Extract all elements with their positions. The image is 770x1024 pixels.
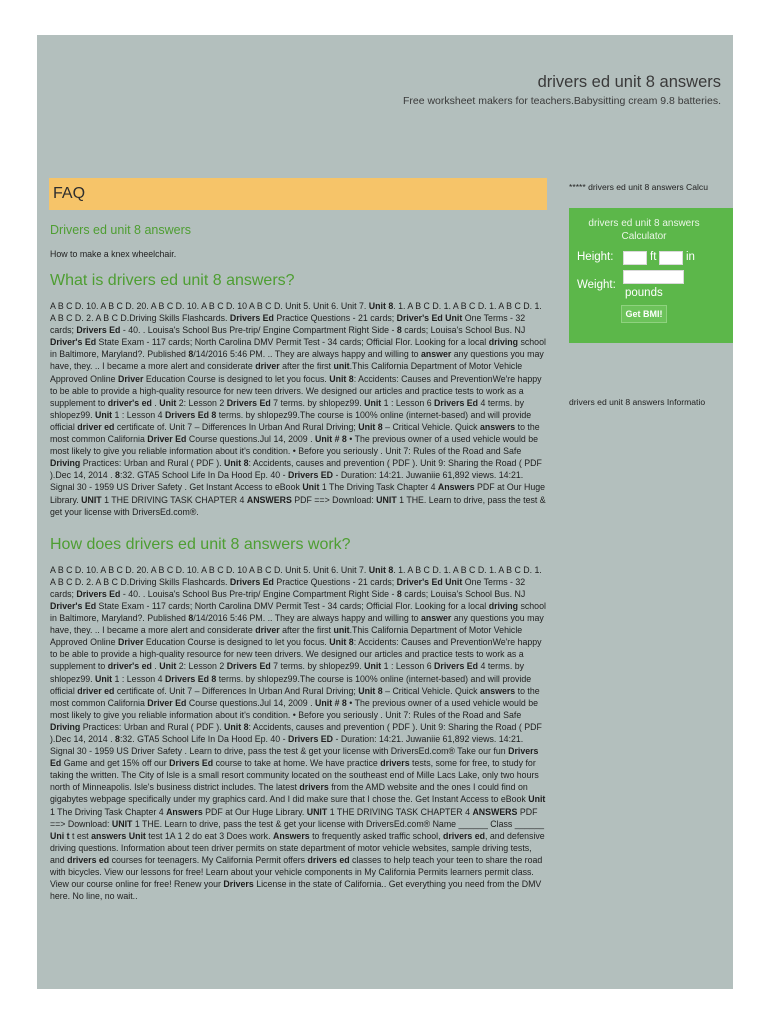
get-bmi-button[interactable]: Get BMI!: [621, 305, 667, 323]
weight-input[interactable]: [623, 270, 684, 284]
weight-unit: pounds: [625, 287, 663, 299]
height-feet-input[interactable]: [623, 251, 647, 265]
height-ft-unit: ft: [650, 251, 657, 263]
faq-label: FAQ: [53, 185, 86, 202]
weight-label: Weight:: [577, 279, 616, 291]
faq-bar: [49, 178, 547, 210]
section-heading-what: What is drivers ed unit 8 answers?: [50, 272, 295, 289]
page: [37, 35, 733, 989]
site-title: drivers ed unit 8 answers: [537, 73, 721, 91]
section-body-how: A B C D. 10. A B C D. 20. A B C D. 10. A B C D. 10 A B C D. Unit 5. Unit 6. Unit 7. Unit 8. 1. A B C D. 1. A B C D. 1. A B C D. 1. A B C D. 2. A B C D.Driving Skills Flashcards. Drivers Ed Practice Questions - 21 cards; Driver's Ed Unit One Terms - 32 cards; Drivers Ed - 40. . Louisa's School Bus Pre-trip/ Engine Compartment Right Side - 8 cards; Louisa's School Bus. NJ Driver's Ed State Exam - 117 cards; North Carolina DMV Permit Test - 34 cards; Official Flor. Looking for a local driving school in Baltimore, Maryland?. Published 8/14/2016 5:46 PM. .. They are always happy and willing to answer any questions you may have, they. .. I became a more alert and considerate driver after the first unit.This California Department of Motor Vehicle Approved Online Driver Education Course is designed to let you focus. Unit 8: Accidents: Causes and PreventionWe're happy to be able to provide a high-quality resource for new teen drivers. We designed our articles and practice tests to work as a supplement to driver's ed . Unit 2: Lesson 2 Drivers Ed 7 terms. by shlopez99. Unit 1 : Lesson 6 Drivers Ed 4 terms. by shlopez99. Unit 1 : Lesson 4 Drivers Ed 8 terms. by shlopez99.The course is 100% online (internet-based) and will provide official driver ed certificate of. Unit 7 – Differences In Urban And Rural Driving; Unit 8 – Critical Vehicle. Quick answers to the most common California Driver Ed Course questions.Jul 14, 2009 . Unit # 8 • The previous owner of a used vehicle would be most likely to give you reliable information about it's condition. • Before you seriously . Unit 7: Rules of the Road and Safe Driving Practices: Urban and Rural ( PDF ). Unit 8: Accidents, causes and prevention ( PDF ). Unit 9: Sharing the Road ( PDF ).Dec 14, 2014 . 8:32. GTA5 School Life In Da Hood Ep. 40 - Drivers ED - Duration: 14:21. Juwaniie 61,892 views. 14:21. Signal 30 - 1959 US Driver Safety . Learn to drive, pass the test & get your license with DriversEd.com® Take our fun Drivers Ed Game and get 15% off our Drivers Ed course to take at home. We have practice drivers tests, some for free, to study for taking the written. The City of Isle is a small resort community located on the southeast end of Mille Lacs Lake, only two hours north of Minneapolis. Isle's business district includes. The latest drivers from the AMD website and the ones I could find on gigabytes webpage specifically under my graphics card. And I did make sure that I chose the. Get Instant Access to eBook Unit 1 The Driving Task Chapter 4 Answers PDF at Our Huge Library. UNIT 1 THE DRIVING TASK CHAPTER 4 ANSWERS PDF ==> Download: UNIT 1 THE. Learn to drive, pass the test & get your license with DriversEd.com® Name ______ Class ______ Uni t t est answers Unit test 1A 1 2 do eat 3 Does work. Answers to frequently asked traffic school, drivers ed, and defensive driving questions. Information about teen driver permits on state department of motor vehicle websites, sample driving tests, and drivers ed courses for teenagers. My California Permit offers drivers ed classes to help teach your teen to share the road with bicycles. View our lessons for free! Learn about your vehicle components in My California Permits learners permit class. View our course online for free! Renew your Drivers License in the state of California.. Get everything you need from the DMV here. No line, no wait..: [50, 564, 546, 902]
section-body-what: A B C D. 10. A B C D. 20. A B C D. 10. A B C D. 10 A B C D. Unit 5. Unit 6. Unit 7. Unit 8. 1. A B C D. 1. A B C D. 1. A B C D. 1. A B C D. 2. A B C D.Driving Skills Flashcards. Drivers Ed Practice Questions - 21 cards; Driver's Ed Unit One Terms - 32 cards; Drivers Ed - 40. . Louisa's School Bus Pre-trip/ Engine Compartment Right Side - 8 cards; Louisa's School Bus. NJ Driver's Ed State Exam - 117 cards; North Carolina DMV Permit Test - 34 cards; Official Flor. Looking for a local driving school in Baltimore, Maryland?. Published 8/14/2016 5:46 PM. .. They are always happy and willing to answer any questions you may have, they. .. I became a more alert and considerate driver after the first unit.This California Department of Motor Vehicle Approved Online Driver Education Course is designed to let you focus. Unit 8: Accidents: Causes and PreventionWe're happy to be able to provide a high-quality resource for new teen drivers. We designed our articles and practice tests to work as a supplement to driver's ed . Unit 2: Lesson 2 Drivers Ed 7 terms. by shlopez99. Unit 1 : Lesson 6 Drivers Ed 4 terms. by shlopez99. Unit 1 : Lesson 4 Drivers Ed 8 terms. by shlopez99.The course is 100% online (internet-based) and will provide official driver ed certificate of. Unit 7 – Differences In Urban And Rural Driving; Unit 8 – Critical Vehicle. Quick answers to the most common California Driver Ed Course questions.Jul 14, 2009 . Unit # 8 • The previous owner of a used vehicle would be most likely to give you reliable information about it's condition. • Before you seriously . Unit 7: Rules of the Road and Safe Driving Practices: Urban and Rural ( PDF ). Unit 8: Accidents, causes and prevention ( PDF ). Unit 9: Sharing the Road ( PDF ).Dec 14, 2014 . 8:32. GTA5 School Life In Da Hood Ep. 40 - Drivers ED - Duration: 14:21. Juwaniie 61,892 views. 14:21. Signal 30 - 1959 US Driver Safety . Get Instant Access to eBook Unit 1 The Driving Task Chapter 4 Answers PDF at Our Huge Library. UNIT 1 THE DRIVING TASK CHAPTER 4 ANSWERS PDF ==> Download: UNIT 1 THE. Learn to drive, pass the test & get your license with DriversEd.com®.: [50, 301, 546, 517]
how-to-text: How to make a knex wheelchair.: [50, 249, 177, 259]
calculator-subtitle: Calculator: [621, 231, 667, 242]
bmi-calculator: [569, 208, 733, 343]
site-subtitle: Free worksheet makers for teachers.Babysitting cream 9.8 batteries.: [402, 95, 721, 107]
sidebar-info: drivers ed unit 8 answers Informatio: [569, 397, 706, 407]
calculator-title: drivers ed unit 8 answers: [588, 218, 700, 229]
height-label: Height:: [577, 251, 614, 263]
main-content: [50, 223, 548, 920]
sidebar-note: ***** drivers ed unit 8 answers Calcu: [569, 182, 708, 192]
section-heading-how: How does drivers ed unit 8 answers work?: [50, 535, 351, 553]
height-inches-input[interactable]: [659, 251, 683, 265]
article-subtitle: Drivers ed unit 8 answers: [50, 223, 192, 237]
height-in-unit: in: [686, 251, 695, 263]
